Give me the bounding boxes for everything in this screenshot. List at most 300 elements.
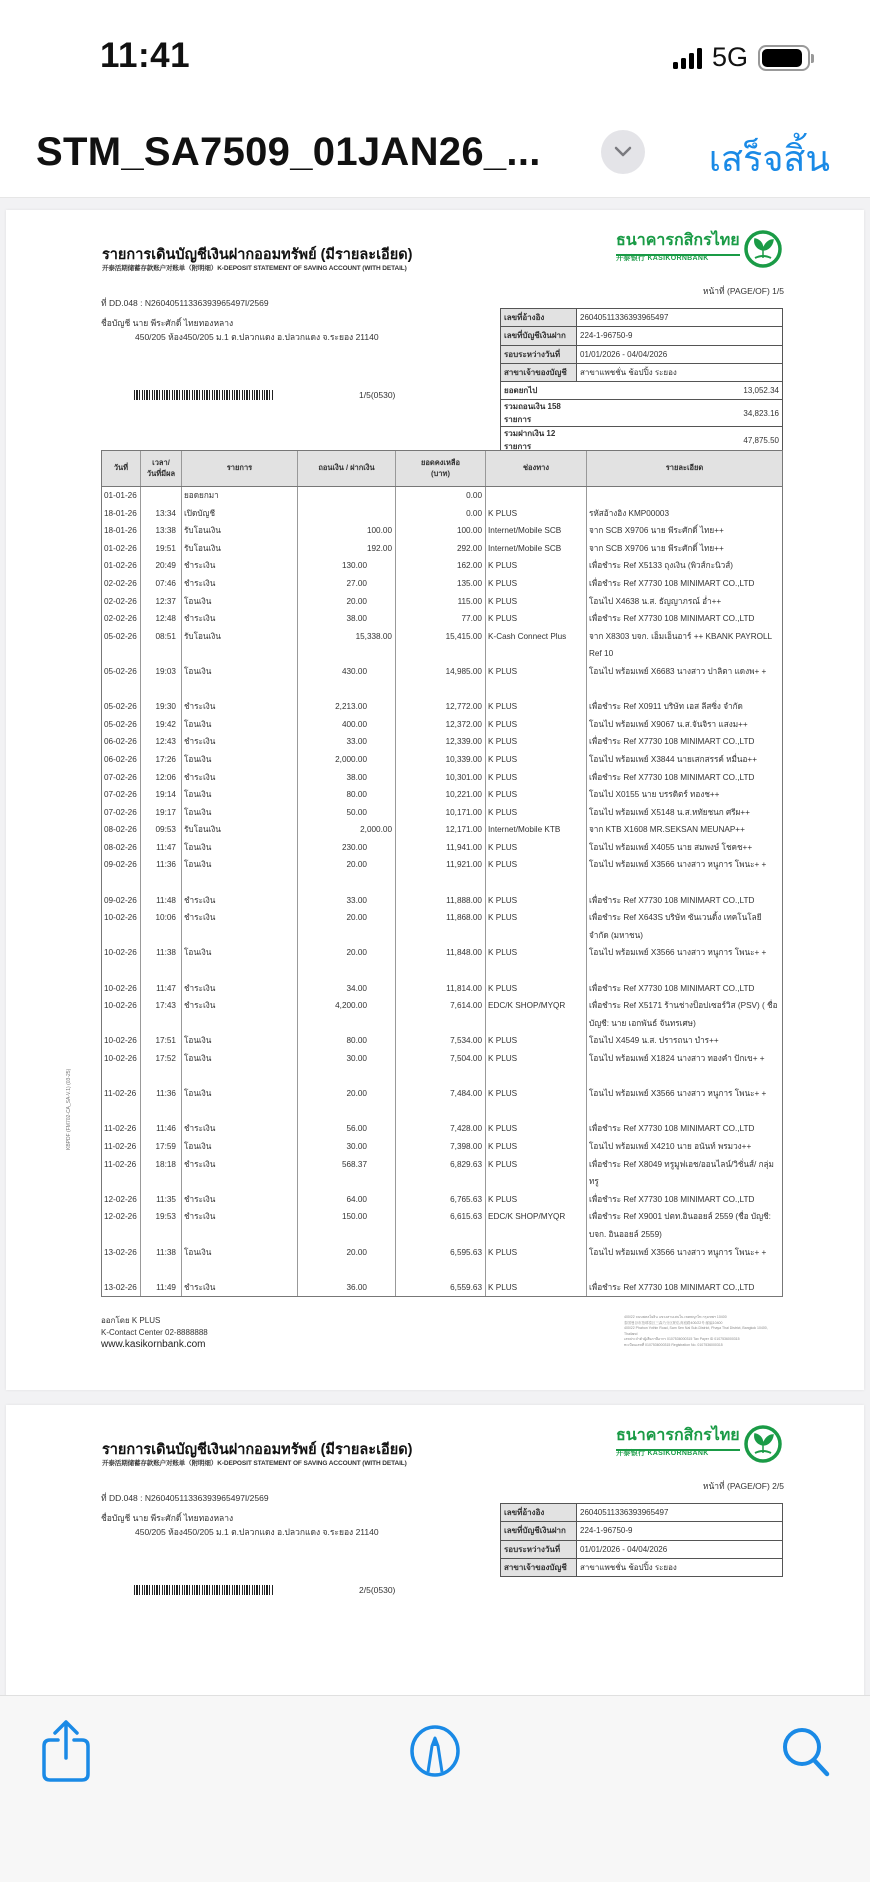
- search-icon: [780, 1725, 832, 1777]
- cell-detail: เพื่อชำระ Ref X8049 ทรูมูฟเอช/ออนไลน์/วิชั่นส์/ กลุ่มทรู: [589, 1159, 774, 1187]
- cell-amount: [298, 1138, 396, 1156]
- table-row: [102, 980, 782, 998]
- info-value: สาขาแพชชั่น ช้อปปิ้ง ระยอง: [577, 1558, 783, 1576]
- cell-date: 07-02-26: [102, 786, 141, 804]
- cell-detail: โอนไป พร้อมเพย์ X1824 นางสาว ทองคำ ปักเข+ +: [589, 1054, 765, 1063]
- cell-balance: 11,921.00: [396, 856, 486, 891]
- cell-time: 17:59: [141, 1138, 182, 1156]
- cell-time: 19:30: [141, 698, 182, 716]
- cell-detail: โอนไป พร้อมเพย์ X3566 นางสาว หนูการ โพนะ+ +: [589, 1089, 767, 1099]
- table-row: [102, 821, 782, 839]
- status-bar: [0, 0, 870, 110]
- cell-amount: [298, 663, 396, 698]
- cell-detail: โอนไป พร้อมเพย์ X3566 นางสาว หนูการ โพนะ+ +: [589, 860, 767, 870]
- table-row: [102, 1120, 782, 1138]
- cell-description: โอนเงิน: [182, 751, 298, 769]
- cell-balance: 100.00: [396, 522, 486, 540]
- cell-description: โอนเงิน: [182, 1032, 298, 1050]
- cell-balance: 6,559.63: [396, 1279, 486, 1297]
- table-row: [102, 1032, 782, 1050]
- cell-balance: 6,595.63: [396, 1244, 486, 1279]
- cell-time: 18:18: [141, 1156, 182, 1191]
- cell-channel: K PLUS: [486, 751, 587, 769]
- cell-channel: K PLUS: [486, 505, 587, 523]
- table-row: [102, 575, 782, 593]
- cell-time: 17:51: [141, 1032, 182, 1050]
- cell-time: 11:46: [141, 1120, 182, 1138]
- info-row: [501, 363, 783, 381]
- cell-detail: โอนไป X4549 น.ส. ปรารถนา บำร++: [589, 1036, 719, 1046]
- barcode: [134, 390, 274, 400]
- footer-address: [624, 1315, 774, 1348]
- cell-balance: 12,372.00: [396, 716, 486, 734]
- footer-issuer: [101, 1315, 208, 1351]
- cell-time: 08:51: [141, 628, 182, 663]
- cell-channel: K PLUS: [486, 733, 587, 751]
- cell-time: 12:06: [141, 769, 182, 787]
- cell-description: รับโอนเงิน: [182, 821, 298, 839]
- cell-date: 13-02-26: [102, 1244, 141, 1279]
- cell-date: 10-02-26: [102, 1032, 141, 1050]
- cell-description: ชำระเงิน: [182, 1156, 298, 1191]
- cell-channel: K PLUS: [486, 698, 587, 716]
- cell-amount: [298, 716, 396, 734]
- share-button[interactable]: [36, 1718, 96, 1784]
- battery-icon: [758, 45, 810, 71]
- cell-amount: [298, 540, 396, 558]
- cell-time: 11:36: [141, 1085, 182, 1120]
- chevron-down-icon: [614, 146, 632, 158]
- cell-description: โอนเงิน: [182, 1244, 298, 1279]
- cell-date: 09-02-26: [102, 856, 141, 891]
- network-type: 5G: [711, 42, 748, 72]
- cell-detail: เพื่อชำระ Ref X0911 บริษัท เอส ลีสซิ่ง จำกัด: [589, 702, 743, 712]
- withdrawal-amount: 36.00: [346, 1282, 367, 1292]
- bank-name-en: 开泰银行 KASIKORNBANK: [616, 1450, 709, 1457]
- table-row: [102, 628, 782, 663]
- cell-channel: K PLUS: [486, 980, 587, 998]
- cell-balance: 292.00: [396, 540, 486, 558]
- cell-balance: 7,428.00: [396, 1120, 486, 1138]
- cell-date: 01-01-26: [102, 487, 141, 505]
- info-value: สาขาแพชชั่น ช้อปปิ้ง ระยอง: [577, 363, 783, 381]
- cell-channel: K PLUS: [486, 1279, 587, 1297]
- cell-time: 10:06: [141, 909, 182, 944]
- table-row: [102, 663, 782, 698]
- cell-amount: [298, 856, 396, 891]
- cell-description: โอนเงิน: [182, 856, 298, 891]
- cell-description: ชำระเงิน: [182, 610, 298, 628]
- info-label: เลขที่บัญชีเงินฝาก: [501, 327, 577, 345]
- cell-time: 12:48: [141, 610, 182, 628]
- cell-date: 01-02-26: [102, 557, 141, 575]
- withdrawal-amount: 20.00: [346, 1247, 367, 1257]
- cell-channel: K PLUS: [486, 1191, 587, 1209]
- cell-detail: โอนไป พร้อมเพย์ X9067 น.ส.จันจิรา แสงม++: [589, 719, 748, 729]
- info-value: 224-1-96750-9: [577, 327, 783, 345]
- cell-time: 13:34: [141, 505, 182, 523]
- cell-description: ชำระเงิน: [182, 1279, 298, 1297]
- cell-balance: 7,614.00: [396, 997, 486, 1032]
- cell-time: 17:26: [141, 751, 182, 769]
- summary-value: 47,875.50: [577, 427, 783, 454]
- withdrawal-amount: 34.00: [346, 983, 367, 993]
- search-button[interactable]: [776, 1718, 836, 1784]
- statement-subtitle: 开泰活期储蓄存款账户对账单（附明细）K-DEPOSIT STATEMENT OF SAVING ACCOUNT (WITH DETAIL): [102, 1460, 407, 1467]
- info-label: สาขาเจ้าของบัญชี: [501, 1558, 577, 1576]
- table-row: [102, 1279, 782, 1297]
- cell-detail: โอนไป X0155 นาย บรรดิตร์ ทองช++: [589, 790, 720, 800]
- info-label: เลขที่บัญชีเงินฝาก: [501, 1522, 577, 1540]
- cell-channel: K PLUS: [486, 769, 587, 787]
- info-row: [501, 345, 783, 363]
- col-header-date: วันที่: [102, 451, 141, 486]
- cell-description: ชำระเงิน: [182, 892, 298, 910]
- bank-name-en: 开泰银行 KASIKORNBANK: [616, 255, 709, 262]
- cell-detail: โอนไป พร้อมเพย์ X4055 นาย สมพงษ์ โชคช++: [589, 842, 753, 852]
- cell-time: 19:03: [141, 663, 182, 698]
- info-row: [501, 1504, 783, 1522]
- cell-balance: 10,339.00: [396, 751, 486, 769]
- cell-time: 11:47: [141, 980, 182, 998]
- cell-detail: จาก KTB X1608 MR.SEKSAN MEUNAP++: [589, 825, 745, 835]
- cell-detail: เพื่อชำระ Ref X7730 108 MINIMART CO.,LTD: [589, 895, 755, 905]
- cell-date: 12-02-26: [102, 1191, 141, 1209]
- info-label: รอบระหว่างวันที่: [501, 345, 577, 363]
- cell-balance: 162.00: [396, 557, 486, 575]
- cell-balance: 11,941.00: [396, 839, 486, 857]
- statement-title: รายการเดินบัญชีเงินฝากออมทรัพย์ (มีรายละเอียด): [102, 1442, 413, 1458]
- withdrawal-amount: 2,000.00: [335, 754, 367, 764]
- table-row: [102, 1208, 782, 1243]
- cell-amount: [298, 628, 396, 663]
- cell-time: 11:49: [141, 1279, 182, 1297]
- deposit-amount: 192.00: [366, 543, 392, 553]
- summary-row: [501, 382, 783, 400]
- cell-time: 19:17: [141, 804, 182, 822]
- cell-time: 11:35: [141, 1191, 182, 1209]
- cell-time: 20:49: [141, 557, 182, 575]
- cell-balance: 115.00: [396, 593, 486, 611]
- cell-amount: [298, 610, 396, 628]
- cell-detail: เพื่อชำระ Ref X643S บริษัท ซันเวนดิ้ง เทคโนโลยี จำกัด (มหาชน): [589, 913, 762, 940]
- table-row: [102, 1050, 782, 1085]
- cell-date: 01-02-26: [102, 540, 141, 558]
- cell-channel: [486, 487, 587, 505]
- withdrawal-amount: 430.00: [341, 666, 367, 676]
- cell-detail: เพื่อชำระ Ref X7730 108 MINIMART CO.,LTD: [589, 1194, 755, 1204]
- page-code: 1/5(0530): [359, 390, 396, 400]
- summary-label: รวมถอนเงิน 158 รายการ: [501, 400, 577, 427]
- cell-balance: 6,829.63: [396, 1156, 486, 1191]
- cell-amount: [298, 997, 396, 1032]
- cell-amount: [298, 698, 396, 716]
- table-row: [102, 1085, 782, 1120]
- cell-balance: 135.00: [396, 575, 486, 593]
- cell-detail: เพื่อชำระ Ref X7730 108 MINIMART CO.,LTD: [589, 1282, 755, 1292]
- cell-channel: K PLUS: [486, 944, 587, 979]
- cell-detail: เพื่อชำระ Ref X7730 108 MINIMART CO.,LTD: [589, 983, 755, 993]
- cell-time: 11:38: [141, 944, 182, 979]
- account-info-table: [500, 1503, 783, 1577]
- table-row: [102, 698, 782, 716]
- cell-channel: K PLUS: [486, 1138, 587, 1156]
- summary-value: 13,052.34: [577, 382, 783, 400]
- withdrawal-amount: 230.00: [341, 842, 367, 852]
- summary-label: ยอดยกไป: [501, 382, 577, 400]
- cell-balance: 0.00: [396, 505, 486, 523]
- statement-page-1: [6, 210, 864, 1390]
- cell-amount: [298, 892, 396, 910]
- cell-description: เปิดบัญชี: [182, 505, 298, 523]
- cell-balance: 7,504.00: [396, 1050, 486, 1085]
- col-header-time: เวลา/ วันที่มีผล: [141, 451, 182, 486]
- table-row: [102, 733, 782, 751]
- table-row: [102, 557, 782, 575]
- table-row: [102, 997, 782, 1032]
- cell-date: 10-02-26: [102, 980, 141, 998]
- reference-line: ที่ DD.048 : N26040511336393965497I/2569: [101, 298, 269, 308]
- info-row: [501, 309, 783, 327]
- withdrawal-amount: 56.00: [346, 1124, 367, 1134]
- table-row: [102, 593, 782, 611]
- cell-detail: โอนไป พร้อมเพย์ X6683 นางสาว ปาลิตา แดงพ+ +: [589, 666, 767, 676]
- cell-time: 19:14: [141, 786, 182, 804]
- summary-row: [501, 400, 783, 427]
- cell-channel: K PLUS: [486, 663, 587, 698]
- cell-amount: [298, 786, 396, 804]
- cell-date: 11-02-26: [102, 1138, 141, 1156]
- cell-date: 08-02-26: [102, 839, 141, 857]
- status-time: 11:41: [100, 36, 191, 75]
- table-row: [102, 522, 782, 540]
- cell-date: 12-02-26: [102, 1208, 141, 1243]
- withdrawal-amount: 27.00: [346, 578, 367, 588]
- table-row: [102, 892, 782, 910]
- cell-date: 05-02-26: [102, 628, 141, 663]
- bank-name-th: ธนาคารกสิกรไทย: [616, 228, 740, 256]
- account-info-table: [500, 308, 783, 454]
- cell-channel: K PLUS: [486, 716, 587, 734]
- cell-time: 07:46: [141, 575, 182, 593]
- cell-description: โอนเงิน: [182, 944, 298, 979]
- share-icon: [41, 1718, 91, 1784]
- document-viewer[interactable]: [0, 198, 870, 1695]
- col-header-detail: รายละเอียด: [665, 463, 704, 473]
- table-row: [102, 786, 782, 804]
- cell-description: ชำระเงิน: [182, 1208, 298, 1243]
- cell-detail: เพื่อชำระ Ref X9001 ปตท.อินออยล์ 2559 (ชื่อ บัญชี: บจก. อินออยล์ 2559): [589, 1212, 771, 1239]
- info-value: 01/01/2026 - 04/04/2026: [577, 345, 783, 363]
- cell-time: 09:53: [141, 821, 182, 839]
- statement-subtitle: 开泰活期储蓄存款账户对账单（附明细）K-DEPOSIT STATEMENT OF SAVING ACCOUNT (WITH DETAIL): [102, 265, 407, 272]
- cell-date: 13-02-26: [102, 1279, 141, 1297]
- withdrawal-amount: 20.00: [346, 596, 367, 606]
- withdrawal-amount: 20.00: [346, 948, 367, 958]
- title-menu-button[interactable]: [601, 130, 645, 174]
- cell-description: ชำระเงิน: [182, 733, 298, 751]
- table-row: [102, 839, 782, 857]
- withdrawal-amount: 80.00: [346, 1036, 367, 1046]
- cell-amount: [298, 821, 396, 839]
- statement-title: รายการเดินบัญชีเงินฝากออมทรัพย์ (มีรายละเอียด): [102, 247, 413, 263]
- cell-balance: 12,171.00: [396, 821, 486, 839]
- cell-detail: เพื่อชำระ Ref X7730 108 MINIMART CO.,LTD: [589, 1124, 755, 1134]
- cell-date: 05-02-26: [102, 716, 141, 734]
- cell-date: 09-02-26: [102, 892, 141, 910]
- account-address: 450/205 ห้อง450/205 ม.1 ต.ปลวกแดง อ.ปลวกแดง จ.ระยอง 21140: [135, 1527, 379, 1537]
- cell-date: 10-02-26: [102, 909, 141, 944]
- cell-channel: Internet/Mobile KTB: [486, 821, 587, 839]
- withdrawal-amount: 400.00: [341, 719, 367, 729]
- summary-value: 34,823.16: [577, 400, 783, 427]
- withdrawal-amount: 20.00: [346, 913, 367, 923]
- info-label: รอบระหว่างวันที่: [501, 1540, 577, 1558]
- cell-description: ชำระเงิน: [182, 980, 298, 998]
- cell-description: ชำระเงิน: [182, 1191, 298, 1209]
- cell-balance: 6,765.63: [396, 1191, 486, 1209]
- cell-amount: [298, 839, 396, 857]
- cell-amount: [298, 909, 396, 944]
- cell-channel: K PLUS: [486, 610, 587, 628]
- cell-amount: [298, 944, 396, 979]
- cell-description: ชำระเงิน: [182, 557, 298, 575]
- cell-detail: จาก SCB X9706 นาย พีระศักดิ์ ไทย++: [589, 526, 724, 536]
- cell-description: โอนเงิน: [182, 804, 298, 822]
- kasikornbank-logo: [616, 1423, 791, 1467]
- table-body: [102, 487, 782, 1296]
- cell-description: รับโอนเงิน: [182, 540, 298, 558]
- cell-description: โอนเงิน: [182, 716, 298, 734]
- cell-detail: โอนไป พร้อมเพย์ X3566 นางสาว หนูการ โพนะ+ +: [589, 1247, 767, 1257]
- cell-date: 08-02-26: [102, 821, 141, 839]
- cell-amount: [298, 733, 396, 751]
- withdrawal-amount: 64.00: [346, 1194, 367, 1204]
- cell-detail: เพื่อชำระ Ref X5171 ร้านช่างป็อปเซอร์วิส (PSV) ( ชื่อบัญชี: นาย เอกพันธ์ จันทรเศษ): [589, 1001, 778, 1028]
- withdrawal-amount: 33.00: [346, 737, 367, 747]
- cell-amount: [298, 505, 396, 523]
- cell-description: โอนเงิน: [182, 593, 298, 611]
- cell-balance: 12,339.00: [396, 733, 486, 751]
- cell-description: ยอดยกมา: [182, 487, 298, 505]
- col-header-description: รายการ: [182, 451, 298, 486]
- cell-balance: 12,772.00: [396, 698, 486, 716]
- cell-date: 02-02-26: [102, 593, 141, 611]
- markup-button[interactable]: [405, 1718, 465, 1784]
- col-header-amount: ถอนเงิน / ฝากเงิน: [298, 451, 396, 486]
- cell-description: ชำระเงิน: [182, 575, 298, 593]
- cell-detail: โอนไป พร้อมเพย์ X3844 นายเสกสรรค์ หมื่นอ++: [589, 754, 757, 764]
- table-row: [102, 610, 782, 628]
- account-name: ชื่อบัญชี นาย พีระศักดิ์ ไทยทองหลาง: [101, 318, 234, 328]
- cell-date: 10-02-26: [102, 1050, 141, 1085]
- document-title[interactable]: STM_SA7509_01JAN26_...: [36, 130, 541, 174]
- withdrawal-amount: 30.00: [346, 1054, 367, 1063]
- cell-balance: 77.00: [396, 610, 486, 628]
- table-row: [102, 540, 782, 558]
- table-header: [102, 451, 782, 487]
- table-row: [102, 909, 782, 944]
- cell-date: 18-01-26: [102, 522, 141, 540]
- cell-time: 19:42: [141, 716, 182, 734]
- table-row: [102, 769, 782, 787]
- cell-time: 17:52: [141, 1050, 182, 1085]
- cell-balance: 0.00: [396, 487, 486, 505]
- kbank-leaf-icon: [743, 1424, 783, 1464]
- cell-amount: [298, 575, 396, 593]
- cell-amount: [298, 1279, 396, 1297]
- cell-amount: [298, 1032, 396, 1050]
- table-row: [102, 944, 782, 979]
- cell-amount: [298, 487, 396, 505]
- cell-detail: รหัสอ้างอิง KMP00003: [589, 508, 670, 518]
- cell-description: รับโอนเงิน: [182, 628, 298, 663]
- cell-balance: 10,221.00: [396, 786, 486, 804]
- transactions-table: [101, 450, 783, 1297]
- address-line: ทะเบียนเลขที่ 0107536000315 Registration No. 0107536000315: [624, 1342, 723, 1347]
- withdrawal-amount: 150.00: [341, 1212, 367, 1222]
- cell-balance: 6,615.63: [396, 1208, 486, 1243]
- deposit-amount: 15,338.00: [355, 631, 392, 641]
- cell-detail: โอนไป X4638 น.ส. ธัญญาภรณ์ อ่ำ++: [589, 596, 722, 606]
- cell-amount: [298, 769, 396, 787]
- cell-description: ชำระเงิน: [182, 909, 298, 944]
- reference-line: ที่ DD.048 : N26040511336393965497I/2569: [101, 1493, 269, 1503]
- table-row: [102, 804, 782, 822]
- cell-description: ชำระเงิน: [182, 1120, 298, 1138]
- table-row: [102, 505, 782, 523]
- address-line: เลขประจำตัวผู้เสียภาษีอากร 0107536000315 Tax Payer ID 0107536000315: [624, 1337, 740, 1341]
- cell-channel: K PLUS: [486, 1050, 587, 1085]
- cell-balance: 7,484.00: [396, 1085, 486, 1120]
- withdrawal-amount: 20.00: [346, 1089, 367, 1099]
- info-value: 26040511336393965497: [577, 1504, 783, 1522]
- issued-by: ออกโดย K PLUS: [101, 1316, 161, 1325]
- markup-icon: [408, 1724, 462, 1778]
- cell-date: 07-02-26: [102, 769, 141, 787]
- deposit-amount: 2,000.00: [360, 825, 392, 835]
- cell-date: 10-02-26: [102, 944, 141, 979]
- account-name: ชื่อบัญชี นาย พีระศักดิ์ ไทยทองหลาง: [101, 1513, 234, 1523]
- cell-time: 17:43: [141, 997, 182, 1032]
- table-row: [102, 1191, 782, 1209]
- cell-amount: [298, 980, 396, 998]
- cellular-signal-icon: [673, 47, 702, 69]
- form-code: KBPDF (FM702-CA_SA-V.1) (03-25): [66, 1068, 72, 1150]
- address-line: 泰国曼谷市拍耶泰区三森乃分区帕弘育庭路400/22号 邮编10400: [624, 1320, 723, 1325]
- cell-description: ชำระเงิน: [182, 769, 298, 787]
- cell-date: 07-02-26: [102, 804, 141, 822]
- cell-balance: 11,888.00: [396, 892, 486, 910]
- cell-detail: เพื่อชำระ Ref X5133 ถุงเงิน (พิวส์กะนิวส์): [589, 561, 733, 571]
- info-value: 224-1-96750-9: [577, 1522, 783, 1540]
- cell-date: 11-02-26: [102, 1156, 141, 1191]
- cell-time: 12:37: [141, 593, 182, 611]
- cell-channel: EDC/K SHOP/MYQR: [486, 997, 587, 1032]
- cell-detail: [587, 487, 782, 505]
- table-row: [102, 487, 782, 505]
- cell-channel: K PLUS: [486, 1032, 587, 1050]
- cell-channel: K PLUS: [486, 593, 587, 611]
- cell-channel: Internet/Mobile SCB: [486, 522, 587, 540]
- cell-description: โอนเงิน: [182, 663, 298, 698]
- done-button[interactable]: เสร็จสิ้น: [708, 138, 830, 179]
- withdrawal-amount: 33.00: [346, 895, 367, 905]
- address-line: 400/22 Phahon Yothin Road, Sam Sen Nai Sub-District, Phaya Thai District, Bangkok 10400, Thailand: [624, 1326, 768, 1336]
- cell-date: 02-02-26: [102, 610, 141, 628]
- cell-balance: 7,534.00: [396, 1032, 486, 1050]
- cell-channel: K PLUS: [486, 1156, 587, 1191]
